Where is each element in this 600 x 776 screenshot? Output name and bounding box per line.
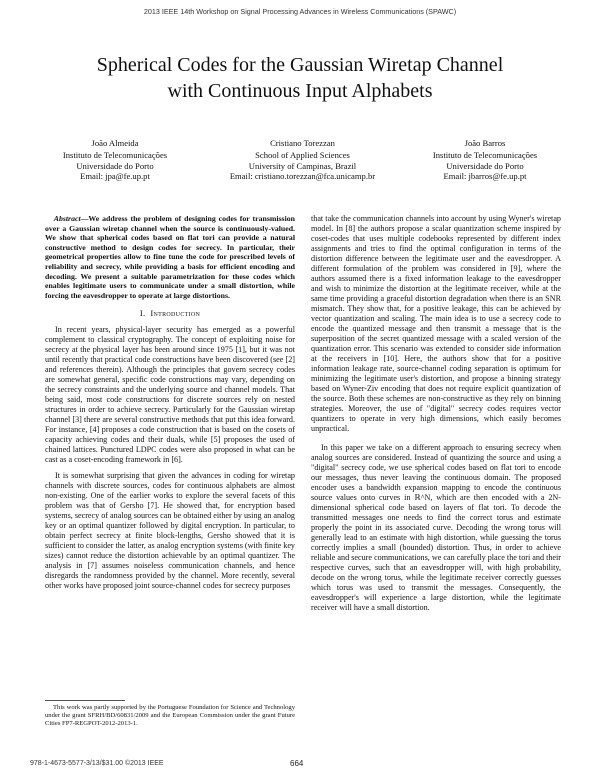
author-email: Email: jbarros@fe.up.pt [443,171,527,182]
left-column [45,214,295,591]
author-name: João Almeida [91,138,139,148]
page-number: 664 [290,759,304,768]
abstract [45,214,295,300]
paragraph: In this paper we take on a different approach to ensuring secrecy when analog sources are considered. Instead of quantizing the source and using a "digital" secrecy code, we use spherical codes based on flat tori to encode our messages, thus never leaving the continuous domain. The proposed encoder uses a bandwidth expansion mapping to encode the continuous source values onto curves in ℝ^N, which are then encoded with a 2N-dimensional spherical code based on layers of flat tori. To decode the transmitted messages one needs to find the correct torus and estimate properly the point in its associated curve. Decoding the wrong torus will generally lead to an estimate with high distortion, while guessing the torus correctly implies a small (bounded) distortion. Thus, in order to achieve reliable and secure communications, we can carefully place the tori and their respective curves, such that an eavesdropper will, with high probability, decode on the wrong torus, while the legitimate receiver correctly guesses which torus was used to transmit the messages. Consequently, the eavesdropper's will experience a large distortion, while the legitimate receiver will have a small distortion. [311,443,561,612]
section-number: I. [139,308,146,319]
author-dept: School of Applied Sciences [255,149,350,160]
section-heading [45,308,295,318]
author-almeida [40,138,190,182]
paragraph: In recent years, physical-layer security has emerged as a powerful complement to classical cryptography. The concept of exploiting noise for secrecy at the physical layer has been around since 1975 [1], but it was not until recently that practical code constructions have been discovered (see [2] and references therein). Although the principles that govern secrecy codes are somewhat general, specific code constructions may vary, depending on the secrecy constraints and the underlying source and channel models. That being said, most code constructions for discrete sources rely on nested structures in order to achieve secrecy. Particularly for the Gaussian wiretap channel [3] there are several constructive methods that put this idea forward. For instance, [4] proposes a code construction that is based on the cosets of capacity achieving codes and their duals, while [5] proposes the used of chained lattices. Punctured LDPC codes were also proposed in what can be cast as a coset-encoding framework in [6]. [45,325,295,465]
abstract-label: Abstract [53,214,81,223]
author-barros [410,138,560,182]
copyright-line: 978-1-4673-5577-3/13/$31.00 ©2013 IEEE [30,760,164,767]
author-block [40,138,560,198]
author-univ: Universidade do Porto [76,160,154,171]
title-line-2: with Continuous Input Alphabets [167,80,433,102]
author-email: Email: cristiano.torezzan@fca.unicamp.br [229,171,376,182]
abstract-text: —We address the problem of designing codes for transmission over a Gaussian wiretap channel when the source is continuously-valued. We show that spherical codes based on flat tori can provide a natural constructive method to design codes for secrecy. In particular, their geometrical properties allow to fine tune the code for prescribed levels of reliability and secrecy, while providing a basis for efficient encoding and decoding. We present a suitable parametrization for these codes which enables legitimate users to communicate under a small distortion, while forcing the eavesdropper to operate at large distortions. [45,214,295,300]
author-email: Email: jpa@fe.up.pt [80,171,150,182]
author-univ: Universidade do Porto [446,160,524,171]
right-column [311,214,561,613]
paper-title [20,52,580,104]
paragraph: It is somewhat surprising that given the advances in coding for wiretap channels with discrete sources, codes for continuous alphabets are almost non-existing. One of the earlier works to explore the several facets of this problem was that of Gersho [7]. He showed that, for encryption based systems, secrecy of analog sources can be obtained either by using an analog key or an optimal quantizer followed by digital encryption. In particular, to obtain perfect secrecy at finite block-lengths, Gersho showed that it is sufficient to consider the latter, as analog encryption systems (with finite key sizes) cannot reduce the distortion achievable by an optimal quantizer. The analysis in [7] assumes noiseless communication channels, and hence disregards the randomness provided by the channel. More recently, several other works have proposed joint source-channel codes for secrecy purposes [45,471,295,591]
author-univ: University of Campinas, Brazil [248,160,357,171]
author-torezzan [205,138,400,182]
footnote-rule [45,700,125,701]
author-name: João Barros [464,138,506,148]
conference-header: 2013 IEEE 14th Workshop on Signal Processing Advances in Wireless Communications (SPAWC) [143,7,457,16]
footnote: This work was partly supported by the Portuguese Foundation for Science and Technology under the grant SFRH/BD/60831/2009 and the European Commission under the grant Future Cities FP7-REGPOT-2012-2013-1. [45,704,295,728]
title-line-1: Spherical Codes for the Gaussian Wiretap Channel [96,54,504,76]
paragraph: that take the communication channels into account by using Wyner's wiretap model. In [8] the authors propose a scalar quantization scheme inspired by coset-codes that uses multiple codebooks represented by different index assignments and tries to find the optimal configuration in terms of the distortion difference between the legitimate user and the eavesdropper. A different formulation of the problem was considered in [9], where the authors assumed there is a fixed information leakage to the eavesdropper and wish to minimize the distortion at the legitimate receiver, while at the same time providing a graceful distortion degradation when there is an SNR mismatch. They show that, for a positive leakage, this can be achieved by vector quantization and scaling. The main idea is to use a secrecy code to encode the quantized message and then transmit a message that is the superposition of the secret quantized message with a scaled version of the quantization error. This scenario was extended to consider side information at the receivers in [10]. Here, the authors show that for a positive information leakage rate, source-channel coding separation is optimum for minimizing the legitimate user's distortion, and propose a binning strategy based on Wyner-Ziv encoding that does not require explicit quantization of the source. Both these schemes are non-constructive as they rely on binning strategies. Moreover, the use of "digital" secrecy codes requires vector quantizers to operate in very high dimensions, which easily becomes unpractical. [311,214,561,433]
author-dept: Instituto de Telecomunicações [432,149,538,160]
author-dept: Instituto de Telecomunicações [62,149,168,160]
author-name: Cristiano Torezzan [270,138,335,148]
section-title: Introduction [150,308,201,319]
